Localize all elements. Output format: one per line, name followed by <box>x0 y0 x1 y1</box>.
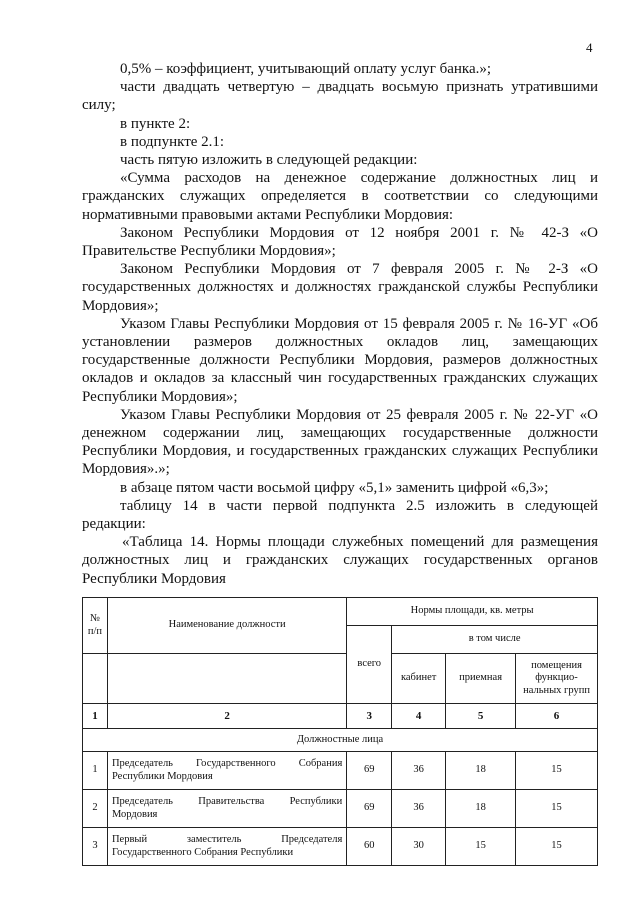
row-number: 3 <box>83 828 108 866</box>
column-number: 4 <box>392 704 446 729</box>
column-number-row <box>83 704 598 729</box>
header-norms: Нормы площади, кв. метры <box>347 598 598 626</box>
header-total: всего <box>347 626 392 704</box>
groups-area: 15 <box>516 828 598 866</box>
reception-area: 15 <box>446 828 516 866</box>
position-name: Председатель Государственного Собрания Республики Мордовия <box>107 752 346 790</box>
header-name: Наименование должности <box>107 598 346 654</box>
paragraph: «Сумма расходов на денежное содержание должностных лиц и гражданских служащих определяется в соответствии со следующими нормативными правовыми актами Республики Мордовия: <box>82 170 598 223</box>
page-number: 4 <box>586 40 593 55</box>
groups-area: 15 <box>516 752 598 790</box>
header-reception: приемная <box>446 654 516 704</box>
section-row <box>83 729 598 752</box>
cabinet-area: 30 <box>392 828 446 866</box>
header-num: № п/п <box>83 598 108 654</box>
paragraph: Указом Главы Республики Мордовия от 15 февраля 2005 г. № 16-УГ «Об установлении размеров должностных окладов лиц, замещающих государственные должности Республики Мордовия, размеров должностных окладов и окладов за классный чин государственных гражданских служащих Республики Мордовия»; <box>82 315 598 405</box>
table-row <box>83 752 598 790</box>
row-number: 2 <box>83 790 108 828</box>
paragraph: 0,5% – коэффициент, учитывающий оплату услуг банка.»; <box>120 61 492 77</box>
row-number: 1 <box>83 752 108 790</box>
reception-area: 18 <box>446 752 516 790</box>
header-including: в том числе <box>392 626 598 654</box>
paragraph: в подпункте 2.1: <box>120 133 225 150</box>
paragraph: таблицу 14 в части первой подпункта 2.5 изложить в следующей редакции: <box>82 497 598 533</box>
paragraph: в пункте 2: <box>120 115 191 132</box>
table-row <box>83 790 598 828</box>
header-name-cont <box>107 654 346 704</box>
header-groups: помещения функцио-нальных групп <box>516 654 598 704</box>
column-number: 2 <box>107 704 346 729</box>
total-area: 60 <box>347 828 392 866</box>
document-body <box>82 60 598 588</box>
groups-area: 15 <box>516 790 598 828</box>
total-area: 69 <box>347 752 392 790</box>
paragraph: часть пятую изложить в следующей редакции: <box>120 152 418 169</box>
norms-table <box>82 597 598 866</box>
cabinet-area: 36 <box>392 790 446 828</box>
paragraph: Указом Главы Республики Мордовия от 25 февраля 2005 г. № 22-УГ «О денежном содержании лиц, замещающих государственные должности Республики Мордовия, и государственных гражданских служащих Республики Мордовия».»; <box>82 406 598 478</box>
column-number: 5 <box>446 704 516 729</box>
column-number: 3 <box>347 704 392 729</box>
position-name: Первый заместитель Председателя Государственного Собрания Республики <box>107 828 346 866</box>
total-area: 69 <box>347 790 392 828</box>
paragraph: Законом Республики Мордовия от 12 ноября 2001 г. № 42-З «О Правительстве Республики Мордовия»; <box>82 224 598 260</box>
cabinet-area: 36 <box>392 752 446 790</box>
position-name: Председатель Правительства Республики Мордовия <box>107 790 346 828</box>
table-row <box>83 828 598 866</box>
header-cabinet: кабинет <box>392 654 446 704</box>
paragraph: в абзаце пятом части восьмой цифру «5,1» заменить цифрой «6,3»; <box>120 479 549 496</box>
section-title: Должностные лица <box>83 729 598 752</box>
table-caption: «Таблица 14. Нормы площади служебных помещений для размещения должностных лиц и гражданских служащих государственных органов Республики Мордовия <box>82 534 598 587</box>
paragraph: Законом Республики Мордовия от 7 февраля 2005 г. № 2-З «О государственных должностях и должностях гражданской службы Республики Мордовия»; <box>82 261 598 314</box>
paragraph: части двадцать четвертую – двадцать восьмую признать утратившими силу; <box>82 79 598 114</box>
reception-area: 18 <box>446 790 516 828</box>
column-number: 6 <box>516 704 598 729</box>
header-num-cont <box>83 654 108 704</box>
column-number: 1 <box>83 704 108 729</box>
